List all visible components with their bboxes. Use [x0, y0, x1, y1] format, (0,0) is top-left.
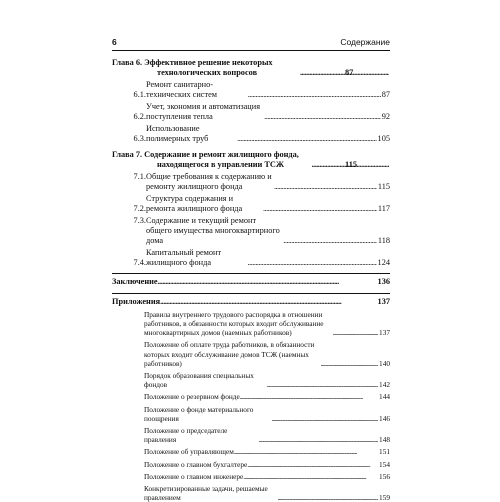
leader-dots	[263, 204, 377, 214]
leader-dots	[240, 392, 378, 401]
appendix-title: Приложения	[112, 296, 161, 306]
appendix-item: Конкретизированные задачи, решаемые правлением . . . 159	[112, 484, 390, 502]
toc-section-6-2	[112, 102, 390, 122]
conclusion-page: 136	[377, 277, 390, 287]
leader-dots	[160, 297, 376, 307]
chapter-title: Глава 7. Содержание и ремонт жилищного фонда, находящегося в управлении ТСЖ	[112, 150, 299, 170]
leader-dots	[243, 472, 378, 481]
chapter-page: 87	[345, 68, 354, 78]
appendix-item: Положение о резервном фонде . . . 144	[112, 392, 390, 401]
section-number: 7.2.	[133, 204, 146, 214]
section-page: 124	[377, 258, 390, 268]
toc-conclusion	[112, 277, 390, 287]
table-of-contents	[112, 54, 390, 502]
leader-dots	[271, 414, 378, 423]
toc-chapter-6	[112, 58, 390, 78]
leader-dots	[234, 447, 378, 456]
toc-section-7-2	[112, 194, 390, 214]
chapter-page: 115	[345, 160, 357, 170]
leader-dots	[264, 112, 381, 122]
toc-section-7-4	[112, 248, 390, 268]
chapter-title: Глава 6. Эффективное решение некоторых технологических вопросов	[112, 58, 273, 78]
section-title: Содержание и текущий ремонт общего имущества многоквартирного дома	[146, 215, 280, 246]
section-page: 87	[381, 90, 390, 100]
leader-dots	[274, 182, 377, 192]
appendix-item: Положение об управляющем . . . 151	[112, 447, 390, 456]
appendix-item: Положение о фонде материального поощрения . . . 146	[112, 405, 390, 423]
appendix-item: Правила внутреннего трудового распорядка в отношении работников, в обязанности которых входит обслуживание многоквартирных домов (наемных работников) . . . 137	[112, 310, 390, 338]
section-title: Капитальный ремонт жилищного фонда	[146, 247, 222, 268]
section-number: 7.3.	[133, 215, 146, 225]
leader-dots	[267, 380, 378, 389]
leader-dots	[248, 90, 381, 100]
toc-section-6-3	[112, 124, 390, 144]
section-number: 6.2.	[133, 112, 146, 122]
appendix-item: Положение о главном бухгалтере . . . 154	[112, 460, 390, 469]
toc-section-6-1	[112, 80, 390, 100]
leader-dots	[158, 277, 377, 287]
leader-dots	[283, 236, 377, 246]
leader-dots	[248, 258, 377, 268]
section-number: 7.4.	[133, 258, 146, 268]
toc-section-7-3	[112, 216, 390, 247]
section-number: 7.1.	[133, 172, 146, 182]
appendix-page: 137	[377, 296, 390, 306]
section-page: 118	[377, 236, 390, 246]
appendix-item: Порядок образования специальных фондов . . . 142	[112, 371, 390, 389]
leader-dots	[259, 435, 378, 444]
leader-dots	[333, 328, 378, 337]
leader-dots	[321, 359, 378, 368]
divider	[112, 293, 390, 294]
section-title: Использование полимерных труб	[146, 123, 209, 143]
section-page: 115	[377, 182, 390, 192]
section-title: Общие требования к содержанию и ремонту жилищного фонда	[146, 172, 272, 192]
section-page: 105	[377, 133, 390, 143]
leader-dots	[247, 460, 378, 469]
toc-appendix	[112, 297, 390, 307]
appendix-item: Положение о председателе правления . . . 148	[112, 426, 390, 444]
appendix-item: Положение об оплате труда работников, в обязанности которых входит обслуживание домов ТСЖ (наемных работников) . . . 140	[112, 340, 390, 368]
appendix-item: Положение о главном инженере . . . 156	[112, 472, 390, 481]
leader-dots	[278, 493, 379, 502]
toc-section-7-1	[112, 172, 390, 192]
conclusion-title: Заключение	[112, 277, 158, 287]
page-number: 6	[112, 37, 117, 47]
page-header	[112, 36, 390, 51]
section-number: 6.1.	[133, 90, 146, 100]
toc-chapter-7	[112, 150, 390, 170]
section-page: 92	[381, 112, 390, 122]
section-number: 6.3.	[133, 133, 146, 143]
section-page: 117	[377, 204, 390, 214]
divider	[112, 273, 390, 274]
leader-dots	[237, 134, 376, 144]
section-title: Учет, экономия и автоматизация поступления тепла	[146, 101, 261, 122]
running-title: Содержание	[340, 37, 390, 47]
section-title: Структура содержания и ремонта жилищного фонда	[146, 193, 243, 214]
section-title: Ремонт санитарно-технических систем	[146, 79, 218, 100]
